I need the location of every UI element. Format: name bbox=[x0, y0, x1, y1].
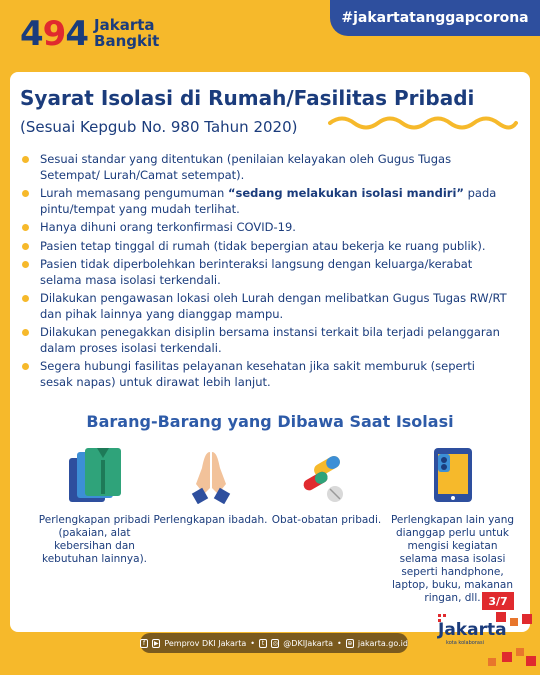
bullet-dot-icon bbox=[22, 363, 29, 370]
twitter-icon: t bbox=[259, 639, 267, 648]
logo-digit-9: 9 bbox=[42, 14, 66, 54]
bullet-dot-icon bbox=[22, 190, 29, 197]
pills-icon bbox=[299, 454, 355, 504]
content-card bbox=[10, 72, 530, 632]
logo-line-1: Jakarta bbox=[94, 16, 155, 35]
list-item: Sesuai standar yang ditentukan (penilaian kelayakan oleh Gugus Tugas Setempat/ Lurah/Camat setempat). bbox=[22, 152, 507, 183]
list-item: Lurah memasang pengumuman “sedang melakukan isolasi mandiri” pada pintu/tempat yang mudah terlihat. bbox=[22, 186, 507, 217]
list-item: Dilakukan penegakkan disiplin bersama instansi terkait bila terjadi pelanggaran dalam proses isolasi terkendali. bbox=[22, 325, 507, 356]
bullet-dot-icon bbox=[22, 243, 29, 250]
footer-social-1[interactable]: Pemprov DKI Jakarta bbox=[164, 638, 247, 648]
list-item: Dilakukan pengawasan lokasi oleh Lurah dengan melibatkan Gugus Tugas RW/RT dan pihak lainnya yang dianggap mampu. bbox=[22, 291, 507, 322]
jakarta-bangkit-logo bbox=[20, 12, 159, 56]
decorative-wave-icon bbox=[328, 114, 518, 132]
list-item: Segera hubungi fasilitas pelayanan kesehatan jika sakit memburuk (seperti sesak napas) untuk dirawat lebih lanjut. bbox=[22, 359, 507, 390]
praying-hands-icon bbox=[186, 448, 236, 504]
clothes-icon bbox=[65, 446, 125, 504]
list-item: Pasien tidak diperbolehkan berinteraksi langsung dengan keluarga/kerabat selama masa isolasi terkendali. bbox=[22, 257, 507, 288]
bullet-dot-icon bbox=[22, 295, 29, 302]
item-other bbox=[390, 444, 515, 605]
phone-icon bbox=[428, 446, 478, 504]
footer-social-2[interactable]: @DKIJakarta bbox=[283, 638, 334, 648]
page-indicator: 3/7 bbox=[482, 592, 514, 610]
instagram-icon: ◎ bbox=[272, 639, 278, 647]
footer-separator-icon: • bbox=[337, 638, 342, 648]
item-medicine bbox=[264, 444, 389, 527]
section-title: Barang-Barang yang Dibawa Saat Isolasi bbox=[86, 412, 454, 431]
globe-icon: ⊕ bbox=[347, 639, 353, 647]
logo-line-2: Bangkit bbox=[94, 32, 160, 50]
footer-website[interactable]: jakarta.go.id bbox=[357, 638, 408, 648]
bullet-dot-icon bbox=[22, 261, 29, 268]
list-item: Hanya dihuni orang terkonfirmasi COVID-19. bbox=[22, 220, 507, 236]
hashtag-badge: #jakartatanggapcorona bbox=[330, 0, 540, 36]
footer-separator-icon: • bbox=[250, 638, 255, 648]
logo-digit-4a: 4 bbox=[20, 14, 43, 54]
logo-digit-4b: 4 bbox=[65, 14, 89, 54]
page-subtitle: (Sesuai Kepgub No. 980 Tahun 2020) bbox=[20, 118, 298, 136]
page-title: Syarat Isolasi di Rumah/Fasilitas Pribadi bbox=[20, 86, 475, 110]
bullet-dot-icon bbox=[22, 156, 29, 163]
item-label: Perlengkapan ibadah. bbox=[153, 514, 268, 526]
items-row bbox=[10, 444, 530, 624]
youtube-icon: ▶ bbox=[153, 639, 159, 647]
bullet-dot-icon bbox=[22, 224, 29, 231]
requirements-list bbox=[22, 152, 507, 393]
jakarta-logo-tagline: kota kolaborasi bbox=[446, 640, 484, 646]
item-personal bbox=[32, 444, 157, 566]
footer-bar bbox=[140, 633, 408, 653]
item-label: Perlengkapan pribadi (pakaian, alat kebersihan dan kebutuhan lainnya). bbox=[38, 514, 151, 565]
facebook-icon: f bbox=[140, 639, 148, 648]
item-label: Perlengkapan lain yang dianggap perlu untuk mengisi kegiatan selama masa isolasi seperti handphone, laptop, buku, makanan ringan, dll. bbox=[390, 514, 515, 604]
item-label: Obat-obatan pribadi. bbox=[271, 514, 382, 526]
item-worship bbox=[148, 444, 273, 527]
list-item: Pasien tetap tinggal di rumah (tidak bepergian atau bekerja ke ruang publik). bbox=[22, 239, 507, 255]
bullet-dot-icon bbox=[22, 329, 29, 336]
jakarta-logo-name: Jakarta bbox=[438, 620, 507, 640]
